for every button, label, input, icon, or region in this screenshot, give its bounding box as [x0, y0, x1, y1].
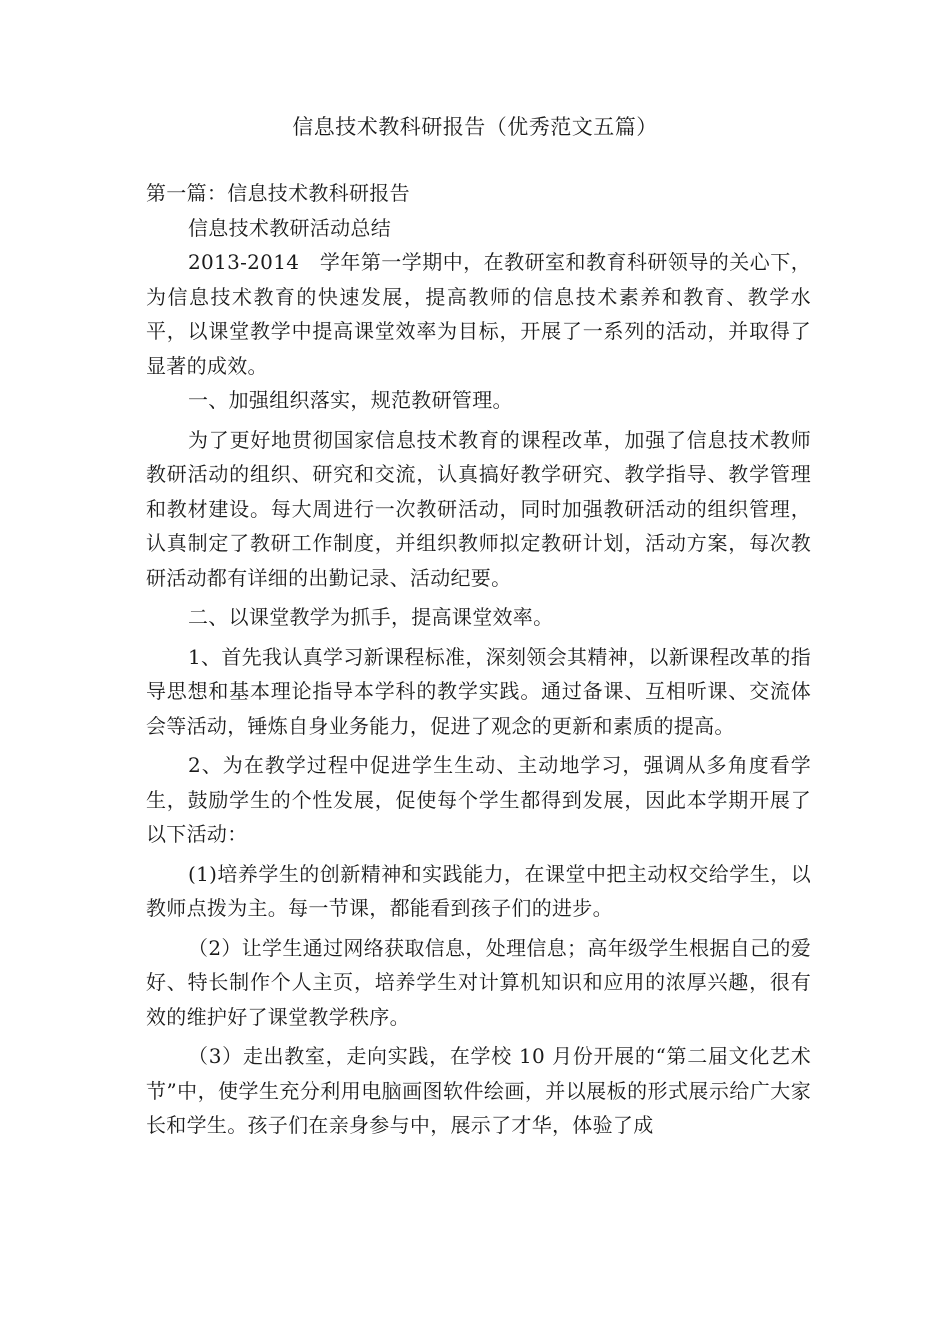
- paragraph-activity-2: （2）让学生通过网络获取信息，处理信息；高年级学生根据自己的爱好、特长制作个人主页，培养学生对计算机知识和应用的浓厚兴趣，很有效的维护好了课堂教学秩序。: [146, 935, 811, 1029]
- paragraph-point-2: 2、为在教学过程中促进学生生动、主动地学习，强调从多角度看学生，鼓励学生的个性发展，促使每个学生都得到发展，因此本学期开展了以下活动：: [146, 753, 811, 846]
- document-title: 信息技术教科研报告（优秀范文五篇）: [292, 115, 658, 139]
- paragraph-organization: 为了更好地贯彻国家信息技术教育的课程改革，加强了信息技术教师教研活动的组织、研究和交流，认真搞好教学研究、教学指导、教学管理和教材建设。每大周进行一次教研活动，同时加强教研活动的组织管理，认真制定了教研工作制度，并组织教师拟定教研计划，活动方案，每次教研活动都有详细的出勤记录、活动纪要。: [146, 427, 811, 590]
- heading-organization: 一、加强组织落实，规范教研管理。: [188, 388, 513, 412]
- paragraph-activity-3: （3）走出教室，走向实践，在学校 10 月份开展的“第二届文化艺术节”中，使学生充分利用电脑画图软件绘画，并以展板的形式展示给广大家长和学生。孩子们在亲身参与中，展示了才华，体验了成: [146, 1044, 811, 1137]
- paragraph-intro: 2013-2014 学年第一学期中，在教研室和教育科研领导的关心下，为信息技术教育的快速发展，提高教师的信息技术素养和教育、教学水平，以课堂教学中提高课堂效率为目标，开展了一系列的活动，并取得了显著的成效。: [146, 250, 811, 378]
- subtitle: 信息技术教研活动总结: [188, 215, 391, 240]
- paragraph-point-1: 1、首先我认真学习新课程标准，深刻领会其精神，以新课程改革的指导思想和基本理论指导本学科的教学实践。通过备课、互相听课、交流体会等活动，锤炼自身业务能力，促进了观念的更新和素质的提高。: [146, 644, 811, 738]
- document-body: [146, 176, 811, 1143]
- heading-classroom: 二、以课堂教学为抓手，提高课堂效率。: [188, 605, 554, 629]
- paragraph-activity-1: (1)培养学生的创新精神和实践能力，在课堂中把主动权交给学生，以教师点拨为主。每一节课，都能看到孩子们的进步。: [146, 861, 811, 920]
- section-heading: 第一篇：信息技术教科研报告: [146, 181, 410, 205]
